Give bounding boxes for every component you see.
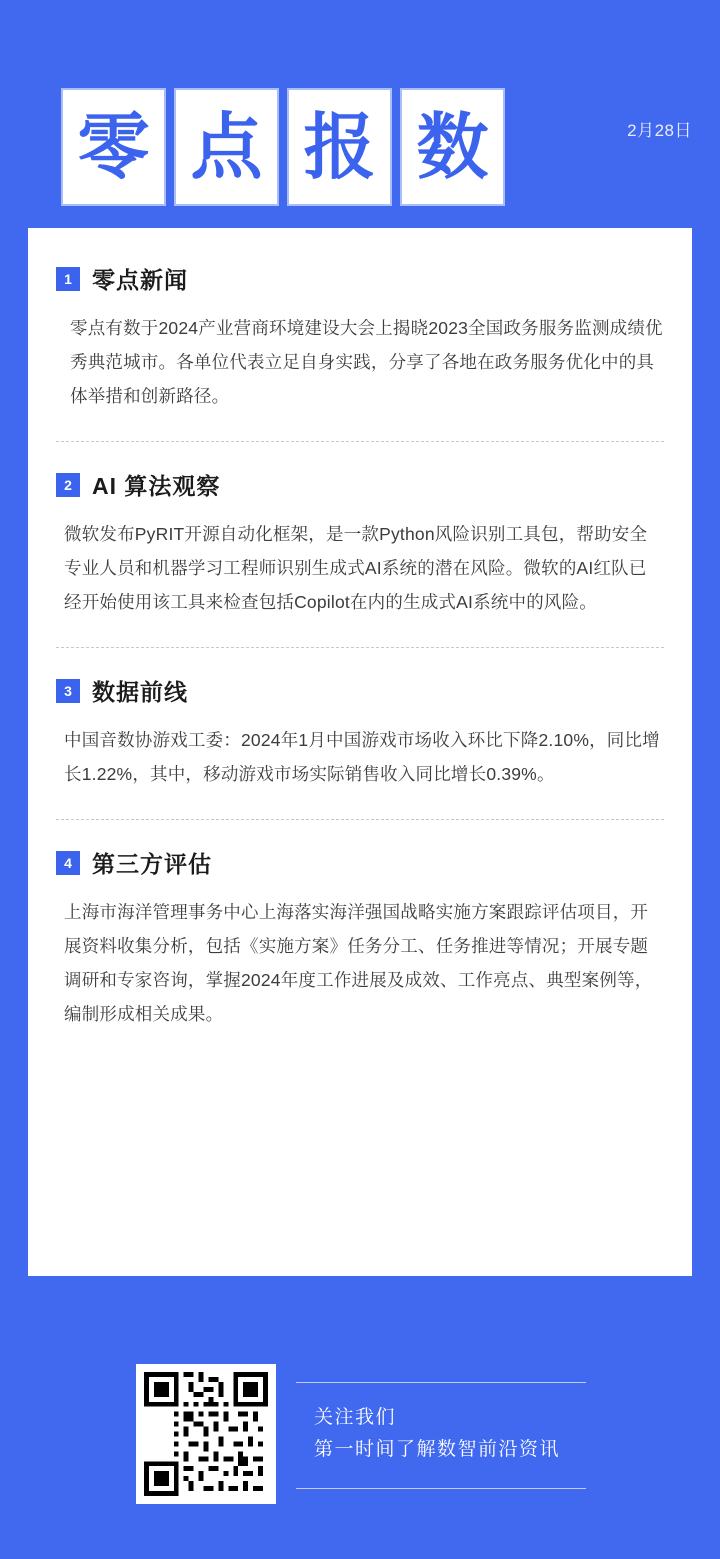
section-4-number: 4 xyxy=(56,851,80,875)
section-1 xyxy=(28,228,692,413)
section-3 xyxy=(28,674,692,791)
divider-1 xyxy=(56,441,664,442)
section-2-header xyxy=(56,468,664,501)
title-char-4: 数 xyxy=(400,88,505,206)
poster-title xyxy=(61,88,505,206)
qr-code[interactable] xyxy=(136,1364,276,1504)
section-3-body: 中国音数协游戏工委：2024年1月中国游戏市场收入环比下降2.10%，同比增长1.22%，其中，移动游戏市场实际销售收入同比增长0.39%。 xyxy=(64,730,660,784)
footer-line-1: 关注我们 xyxy=(314,1407,397,1428)
section-3-title: 数据前线 xyxy=(92,679,188,705)
header-date: 2月28日 xyxy=(627,121,692,140)
divider-3 xyxy=(56,819,664,820)
section-4 xyxy=(28,846,692,1031)
title-char-2: 点 xyxy=(174,88,279,206)
footer-rule-bottom xyxy=(296,1488,586,1489)
poster-footer xyxy=(0,1340,720,1540)
footer-line-2: 第一时间了解数智前沿资讯 xyxy=(314,1439,561,1460)
section-3-number: 3 xyxy=(56,679,80,703)
section-2-title: AI 算法观察 xyxy=(92,473,221,499)
section-2 xyxy=(28,468,692,619)
footer-text xyxy=(314,1402,560,1466)
section-1-body: 零点有数于2024产业营商环境建设大会上揭晓2023全国政务服务监测成绩优秀典范城市。各单位代表立足自身实践，分享了各地在政务服务优化中的具体举措和创新路径。 xyxy=(70,318,663,406)
content-card xyxy=(28,228,692,1276)
section-4-body: 上海市海洋管理事务中心上海落实海洋强国战略实施方案跟踪评估项目，开展资料收集分析，包括《实施方案》任务分工、任务推进等情况；开展专题调研和专家咨询，掌握2024年度工作进展及成效、工作亮点、典型案例等，编制形成相关成果。 xyxy=(64,902,653,1024)
section-1-header xyxy=(56,262,664,295)
section-2-body: 微软发布PyRIT开源自动化框架，是一款Python风险识别工具包，帮助安全专业人员和机器学习工程师识别生成式AI系统的潜在风险。微软的AI红队已经开始使用该工具来检查包括Copilot在内的生成式AI系统中的风险。 xyxy=(64,524,648,612)
footer-rule-top xyxy=(296,1382,586,1383)
section-1-title: 零点新闻 xyxy=(92,267,188,293)
section-4-title: 第三方评估 xyxy=(92,851,212,877)
section-3-header xyxy=(56,674,664,707)
section-4-header xyxy=(56,846,664,879)
qr-code-image xyxy=(144,1372,268,1496)
section-2-number: 2 xyxy=(56,473,80,497)
divider-2 xyxy=(56,647,664,648)
title-char-1: 零 xyxy=(61,88,166,206)
poster-header xyxy=(0,0,720,210)
title-char-3: 报 xyxy=(287,88,392,206)
section-1-number: 1 xyxy=(56,267,80,291)
